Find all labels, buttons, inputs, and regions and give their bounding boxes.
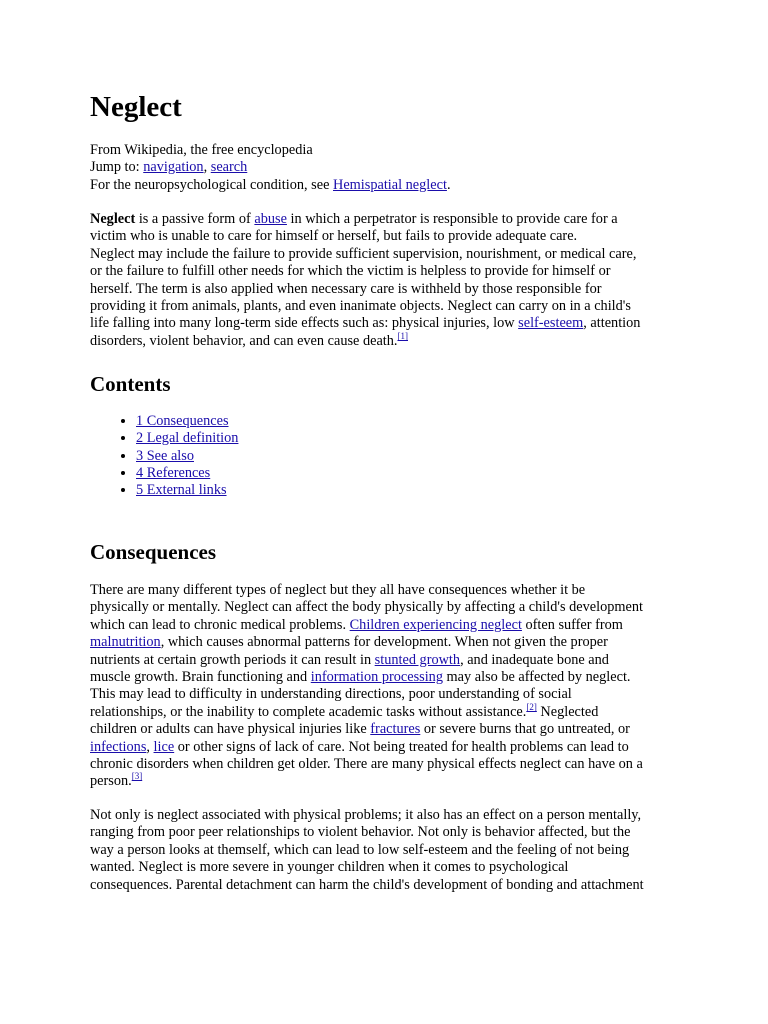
toc-item [136,465,238,482]
reference-3-link[interactable]: [3] [131,771,143,782]
term-bold: Neglect [90,211,136,227]
jump-to-line: Jump to: navigation, search [90,159,248,176]
consequences-paragraph-1: There are many different types of neglect but they all have consequences whether it be physically or mentally. Neglect can affect the body physically by affecting a child's development which can lead to chronic medical problems. Children experiencing neglect often suffer from malnutrition, which causes abnormal patterns for development. When not given the proper nutrients at certain growth periods it can result in stunted growth, and inadequate bone and muscle growth. Brain functioning and information processing may also be affected by neglect. This may lead to difficulty in understanding directions, poor understanding of social relationships, or the inability to complete academic tasks without assistance.[2] Neglected children or adults can have physical injuries like fractures or severe burns that go untreated, or infections, lice or other signs of lack of care. Not being treated for health problems can lead to chronic disorders when children get older. There are many physical effects neglect can have on a person.[3] [90,582,643,790]
consequences-heading: Consequences [90,540,217,564]
table-of-contents [90,413,238,499]
lice-link[interactable]: lice [153,738,175,755]
article-meta [90,142,451,194]
page-title: Neglect [90,91,182,123]
reference-1-link[interactable]: [1] [397,330,408,341]
stunted-growth-link[interactable]: stunted growth [374,651,461,668]
toc-item [136,448,238,465]
toc-link-external-links[interactable]: 5 External links [136,482,227,499]
toc-link-consequences[interactable]: 1 Consequences [136,413,229,429]
intro-paragraph: Neglect is a passive form of abuse in which a perpetrator is responsible to provide care for a victim who is unable to care for himself or herself, but fails to provide adequate care. Neglect may include the failure to provide sufficient supervision, nourishment, or medical care, or the failure to fulfill other needs for which the victim is helpless to provide for himself or herself. The term is also applied when necessary care is withheld by those responsible for providing it from animals, plants, and even inanimate objects. Neglect can carry on in a child's life falling into many long-term side effects such as: physical injuries, low self-esteem, attention disorders, violent behavior, and can even cause death.[1] [90,211,641,349]
toc-item [136,413,238,430]
contents-heading: Contents [90,372,171,396]
children-experiencing-neglect-link[interactable]: Children experiencing neglect [349,616,522,633]
hemispatial-neglect-link[interactable]: Hemispatial neglect [333,176,447,193]
hatnote: For the neuropsychological condition, see Hemispatial neglect. [90,176,451,193]
toc-link-references[interactable]: 4 References [136,464,211,481]
source-line: From Wikipedia, the free encyclopedia [90,142,313,158]
malnutrition-link[interactable]: malnutrition [90,634,161,651]
toc-item [136,482,238,499]
self-esteem-link[interactable]: self-esteem [518,315,584,332]
reference-2-link[interactable]: [2] [526,701,537,712]
fractures-link[interactable]: fractures [370,721,421,738]
toc-item [136,430,238,447]
information-processing-link[interactable]: information processing [310,668,443,685]
navigation-link[interactable]: navigation [143,159,204,176]
infections-link[interactable]: infections [90,738,147,755]
toc-link-legal-definition[interactable]: 2 Legal definition [136,430,239,447]
consequences-paragraph-2: Not only is neglect associated with physical problems; it also has an effect on a person mentally, ranging from poor peer relationships to violent behavior. Not only is behavior affected, but the way a person looks at themself, which can lead to low self-esteem and the feeling of not being wanted. Neglect is more severe in younger children when it comes to psychological consequences. Parental detachment can harm the child's development of bonding and attachment [90,807,644,893]
search-link[interactable]: search [210,159,248,176]
abuse-link[interactable]: abuse [254,211,287,227]
toc-link-see-also[interactable]: 3 See also [136,447,194,464]
